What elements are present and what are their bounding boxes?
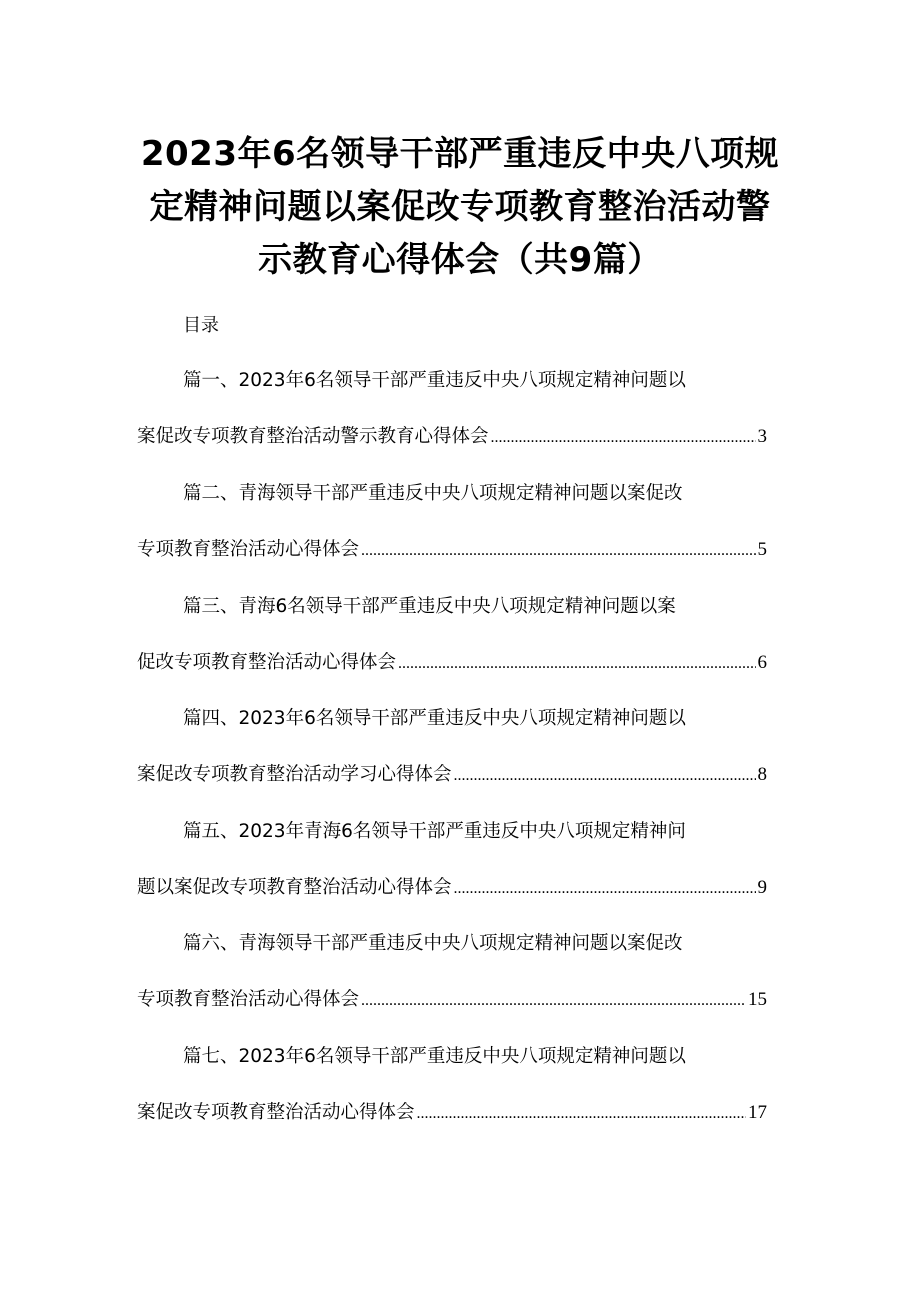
toc-entry-continuation xyxy=(137,650,767,677)
dot-leader xyxy=(361,538,755,564)
toc-page-number: 17 xyxy=(748,1102,767,1123)
toc-page-number: 3 xyxy=(757,426,767,447)
toc-entry-text: 促改专项教育整治活动心得体会 xyxy=(137,652,397,673)
toc-entry-continuation xyxy=(137,1100,767,1127)
toc-entry-title: 篇六、青海领导干部严重违反中央八项规定精神问题以案促改 xyxy=(183,933,683,954)
toc-entry-text: 专项教育整治活动心得体会 xyxy=(137,539,360,560)
toc-page-number: 5 xyxy=(757,539,767,560)
title-line-1: 2023年6名领导干部严重违反中央八项规 xyxy=(140,134,780,174)
dot-leader xyxy=(491,425,756,451)
toc-entry-title: 篇四、2023年6名领导干部严重违反中央八项规定精神问题以 xyxy=(183,708,686,729)
toc-entry-continuation xyxy=(137,987,767,1014)
toc-page-number: 15 xyxy=(748,989,767,1010)
document-title xyxy=(140,128,780,287)
toc-page-number: 6 xyxy=(757,652,767,673)
toc-entry-text: 案促改专项教育整治活动学习心得体会 xyxy=(137,764,452,785)
dot-leader xyxy=(454,763,756,789)
dot-leader xyxy=(398,651,755,677)
toc-page-number: 8 xyxy=(757,764,767,785)
toc-heading: 目录 xyxy=(183,315,219,336)
toc-entry-text: 专项教育整治活动心得体会 xyxy=(137,989,360,1010)
toc-entry-continuation xyxy=(137,424,767,451)
dot-leader xyxy=(454,876,756,902)
toc-entry-text: 题以案促改专项教育整治活动心得体会 xyxy=(137,877,452,898)
title-line-2: 定精神问题以案促改专项教育整治活动警 xyxy=(149,187,771,227)
toc-entry-continuation xyxy=(137,762,767,789)
title-line-3: 示教育心得体会（共9篇） xyxy=(258,240,662,280)
dot-leader xyxy=(361,988,746,1014)
toc-entry-title: 篇一、2023年6名领导干部严重违反中央八项规定精神问题以 xyxy=(183,370,686,391)
dot-leader xyxy=(417,1101,746,1127)
toc-entry-continuation xyxy=(137,537,767,564)
toc-page-number: 9 xyxy=(757,877,767,898)
toc-entry-title: 篇七、2023年6名领导干部严重违反中央八项规定精神问题以 xyxy=(183,1046,686,1067)
toc-entry-title: 篇三、青海6名领导干部严重违反中央八项规定精神问题以案 xyxy=(183,596,676,617)
toc-entry-continuation xyxy=(137,875,767,902)
toc-entry-text: 案促改专项教育整治活动警示教育心得体会 xyxy=(137,426,489,447)
toc-entry-title: 篇五、2023年青海6名领导干部严重违反中央八项规定精神问 xyxy=(183,821,686,842)
toc-entry-title: 篇二、青海领导干部严重违反中央八项规定精神问题以案促改 xyxy=(183,483,683,504)
toc-entry-text: 案促改专项教育整治活动心得体会 xyxy=(137,1102,415,1123)
